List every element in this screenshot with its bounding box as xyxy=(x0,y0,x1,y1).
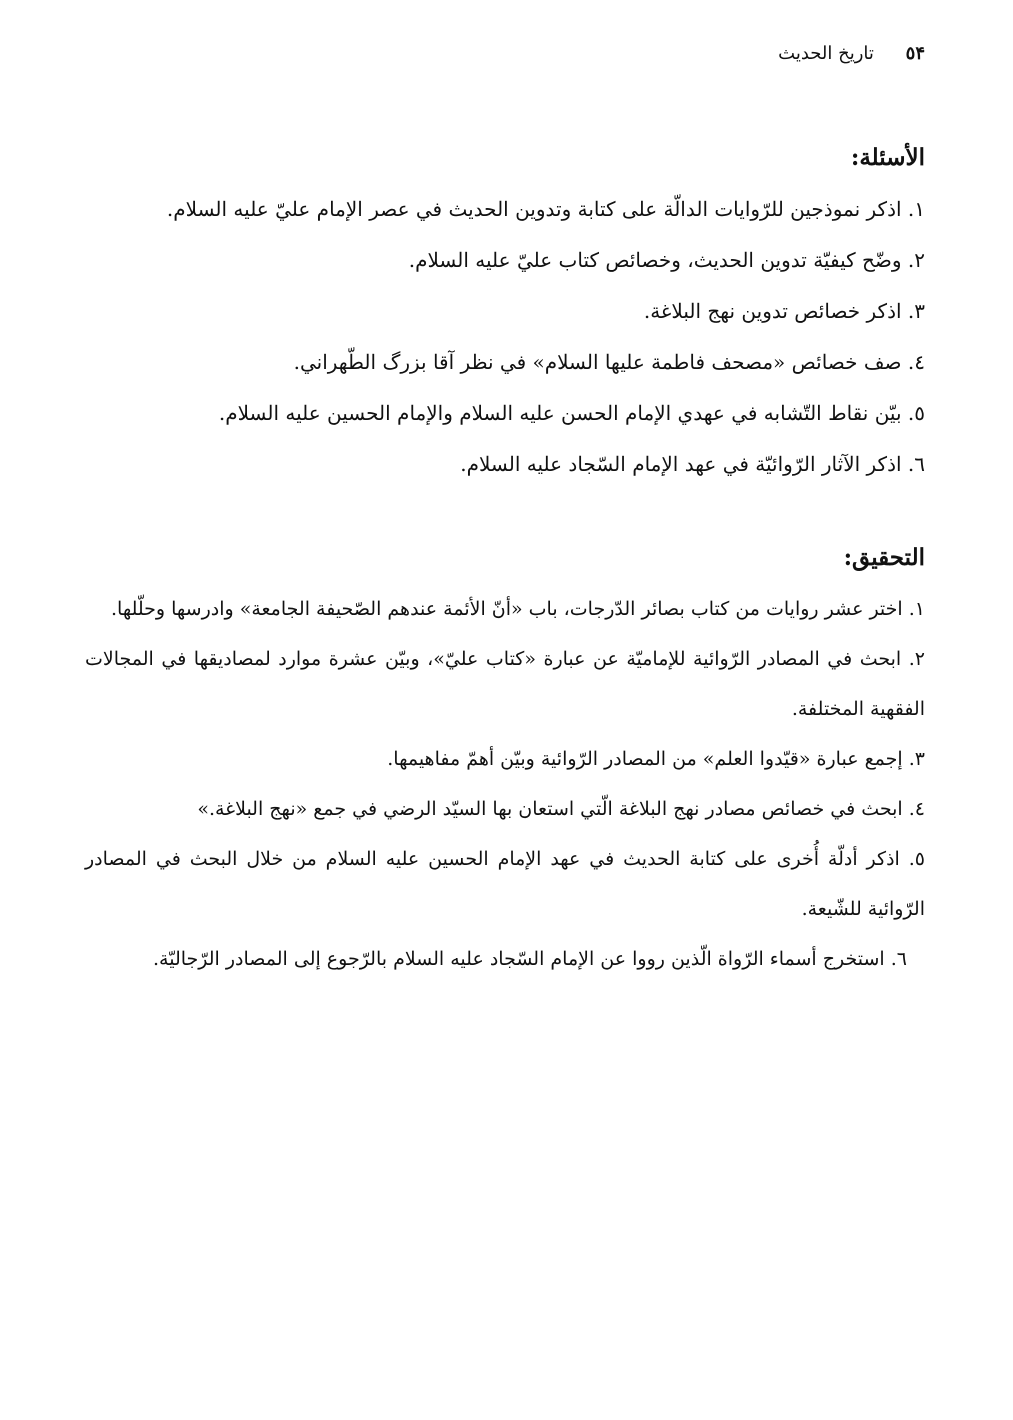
research-item: ١. اختر عشر روايات من كتاب بصائر الدّرجات، باب «أنّ الأئمة عندهم الصّحيفة الجامعة» وادرسها وحلّلها. xyxy=(110,598,925,620)
questions-section xyxy=(85,138,925,490)
page-number: ٥۴ xyxy=(905,43,925,64)
question-item: ١. اذكر نموذجين للرّوايات الدالّة على كتابة وتدوين الحديث في عصر الإمام عليّ عليه السلام. xyxy=(166,197,925,221)
page-content xyxy=(85,138,925,984)
questions-heading: الأسئلة: xyxy=(850,144,925,171)
running-header xyxy=(778,42,925,66)
running-title: تاريخ الحديث xyxy=(778,43,874,64)
research-heading: التحقيق: xyxy=(843,544,925,571)
question-item: ٣. اذكر خصائص تدوين نهج البلاغة. xyxy=(643,299,925,323)
research-item: ٦. استخرج أسماء الرّواة الّذين رووا عن الإمام السّجاد عليه السلام بالرّجوع إلى المصادر الرّجاليّة. xyxy=(152,948,907,970)
question-item: ٦. اذكر الآثار الرّوائيّة في عهد الإمام السّجاد عليه السلام. xyxy=(460,452,925,476)
research-item: ٣. إجمع عبارة «قيّدوا العلم» من المصادر الرّوائية وبيّن أهمّ مفاهيمها. xyxy=(387,748,925,770)
research-section xyxy=(85,538,925,984)
question-item: ٢. وضّح كيفيّة تدوين الحديث، وخصائص كتاب عليّ عليه السلام. xyxy=(408,248,925,272)
question-item: ٥. بيّن نقاط التّشابه في عهدي الإمام الحسن عليه السلام والإمام الحسين عليه السلام. xyxy=(218,401,925,425)
research-item: ٢. ابحث في المصادر الرّوائية للإماميّة عن عبارة «كتاب عليّ»، وبيّن عشرة موارد لمصاديقها في المجالات الفقهية المختلفة. xyxy=(85,648,925,720)
question-item: ٤. صف خصائص «مصحف فاطمة عليها السلام» في نظر آقا بزرگ الطّهراني. xyxy=(293,350,925,374)
research-item: ٤. ابحث في خصائص مصادر نهج البلاغة الّتي استعان بها السيّد الرضي في جمع «نهج البلاغة.» xyxy=(197,798,925,820)
research-item: ٥. اذكر أدلّة أُخرى على كتابة الحديث في عهد الإمام الحسين عليه السلام من خلال البحث في المصادر الرّوائية للشّيعة. xyxy=(85,848,925,920)
